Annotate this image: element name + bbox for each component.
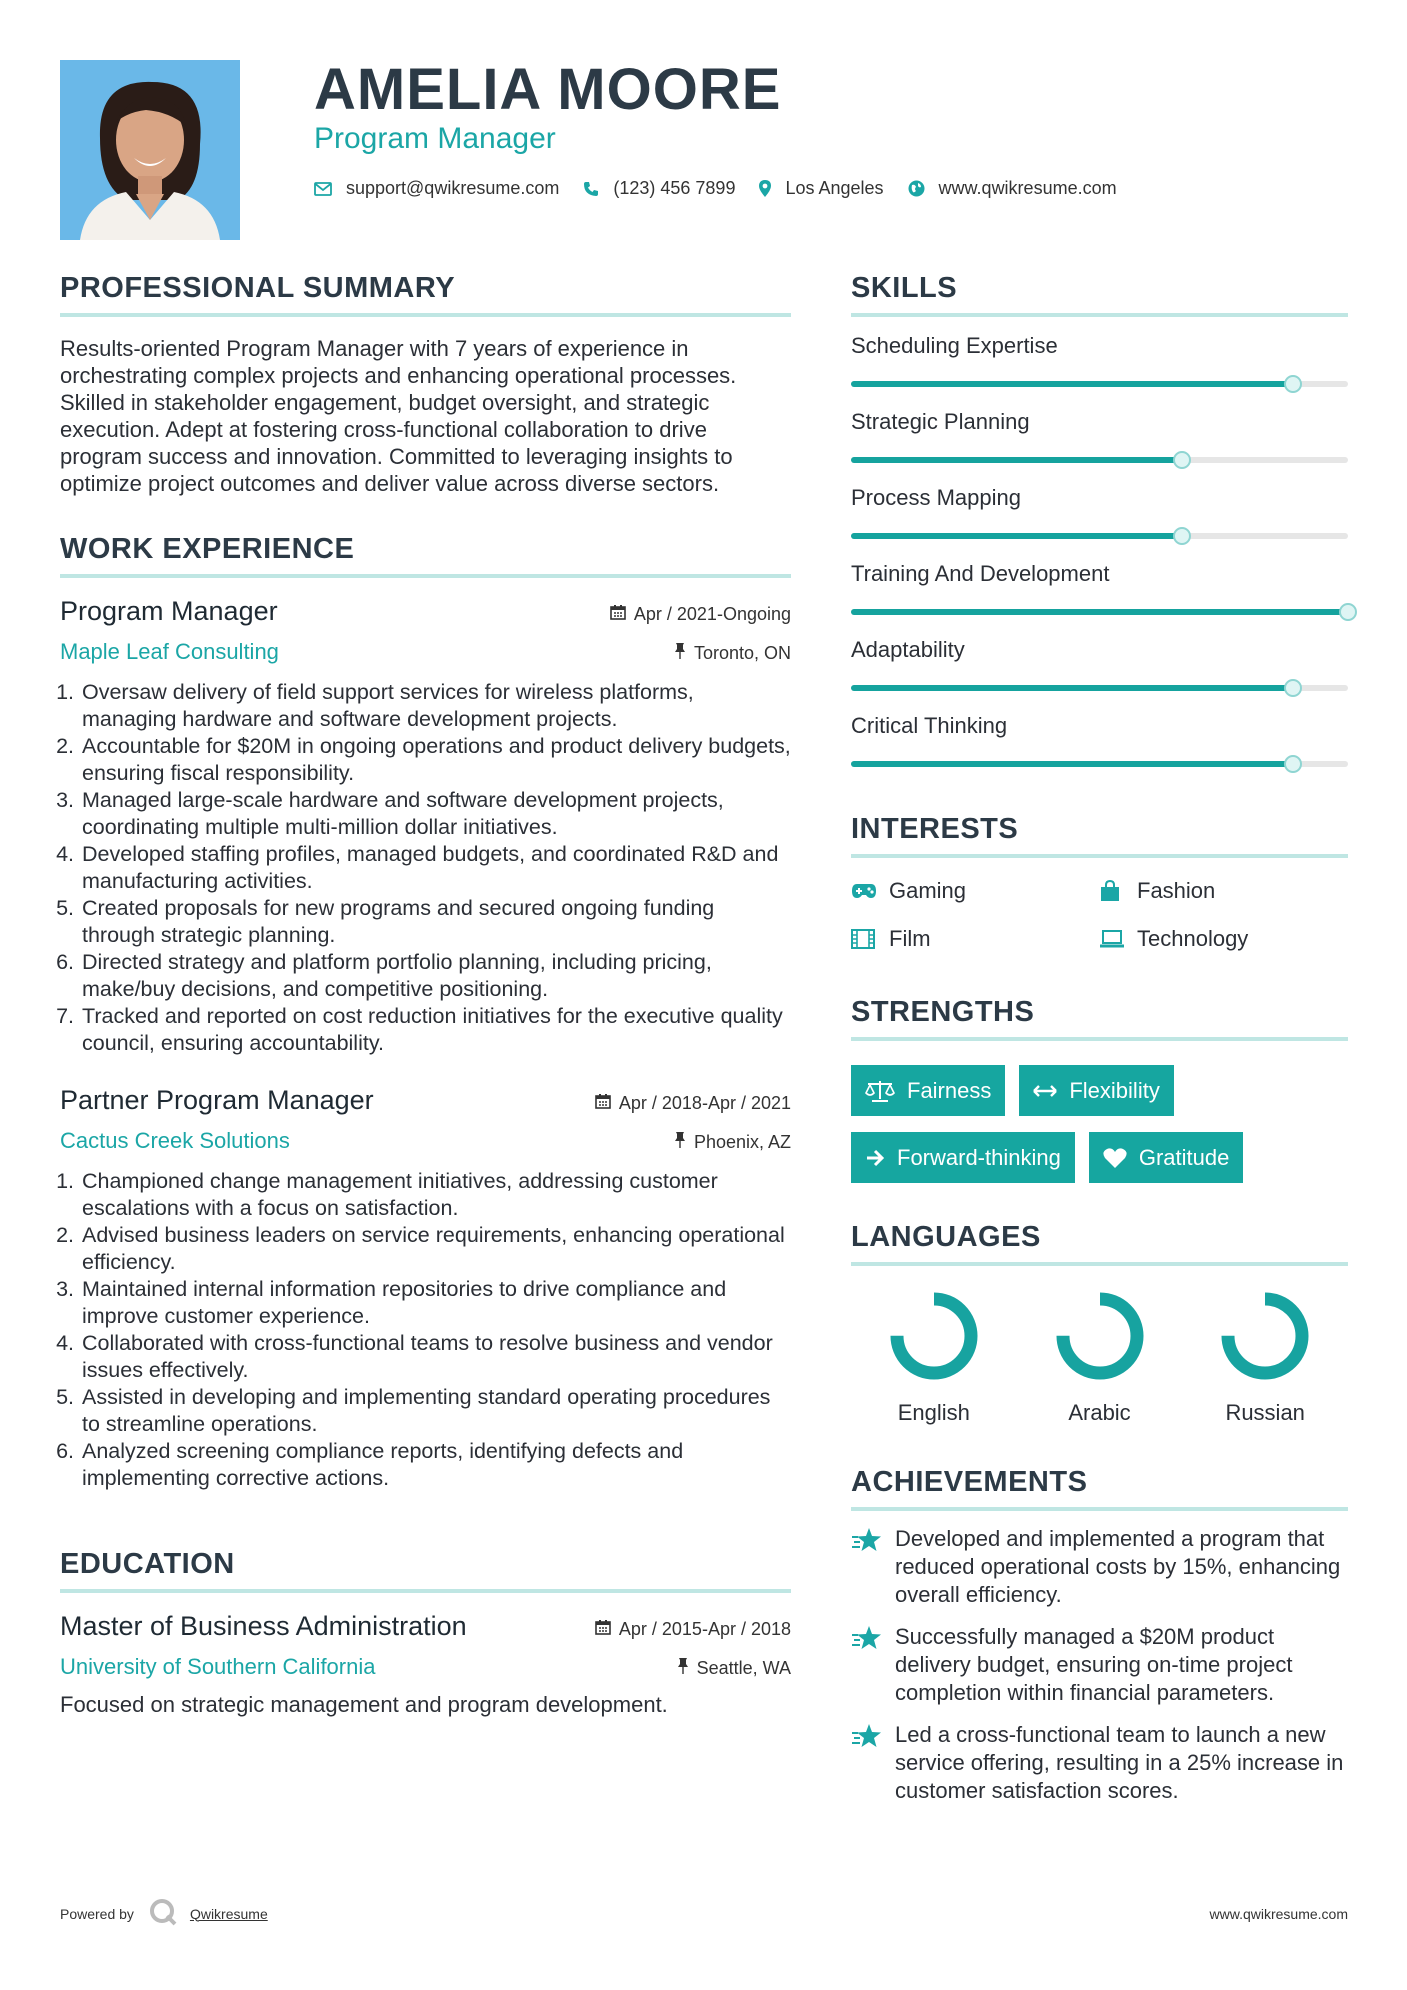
language-label: English <box>897 1400 970 1425</box>
skill-bar <box>851 381 1348 387</box>
skill-bar <box>851 533 1348 539</box>
interest-label: Film <box>889 926 931 951</box>
skill-bar-knob <box>1173 527 1191 545</box>
skills-title: SKILLS <box>851 272 958 304</box>
contact-bar <box>314 178 1141 199</box>
section-divider <box>60 313 791 317</box>
skill-item <box>851 637 1348 691</box>
arrows-horizontal-icon <box>1033 1084 1057 1098</box>
skill-label: Critical Thinking <box>851 713 1008 738</box>
language-ring <box>1219 1290 1311 1382</box>
duty-item: 7. Tracked and reported on cost reduction initiatives for the executive quality council, ensuring accountability. <box>80 1003 791 1057</box>
contact-location <box>759 178 883 199</box>
map-marker-icon <box>759 180 771 197</box>
summary-text: Results-oriented Program Manager with 7 years of experience in orchestrating complex projects and enhancing operational processes. Skilled in stakeholder engagement, budget oversight, and strategic execution. Adept at fostering cross-functional collaboration to drive program success and innovation. Committed to leveraging insights to optimize project outcomes and deliver value across diverse sectors. <box>60 336 737 496</box>
experience-title: WORK EXPERIENCE <box>60 533 355 565</box>
contact-phone[interactable] <box>583 178 735 199</box>
strength-label: Flexibility <box>1069 1077 1160 1103</box>
job-date <box>595 1093 791 1114</box>
star-icon <box>851 1623 883 1707</box>
duty-item: 6. Analyzed screening compliance reports, identifying defects and implementing corrective actions. <box>80 1438 791 1492</box>
job-date-text: Apr / 2018-Apr / 2021 <box>618 1093 791 1113</box>
duty-item: 5. Created proposals for new programs and secured ongoing funding through strategic planning. <box>80 895 791 949</box>
section-divider <box>851 1507 1348 1511</box>
achievement-text: Successfully managed a $20M product delivery budget, ensuring on-time project completion within financial parameters. <box>895 1624 1293 1705</box>
skill-bar-fill <box>851 381 1293 387</box>
achievement-item <box>851 1525 1348 1609</box>
contact-website-text: www.qwikresume.com <box>938 178 1117 198</box>
contact-website[interactable] <box>908 178 1117 199</box>
skill-bar-fill <box>851 609 1348 615</box>
star-icon <box>851 1721 883 1805</box>
interest-item <box>1099 878 1347 904</box>
education-title: EDUCATION <box>60 1548 235 1580</box>
skills-list <box>851 333 1348 767</box>
skill-bar-fill <box>851 761 1293 767</box>
section-divider <box>851 313 1348 317</box>
balance-scale-icon <box>865 1080 895 1102</box>
laptop-icon <box>1099 930 1127 948</box>
skill-item <box>851 561 1348 615</box>
contact-email-text: support@qwikresume.com <box>346 178 560 198</box>
star-icon <box>851 1525 883 1609</box>
skill-label: Scheduling Expertise <box>851 333 1058 358</box>
job-entry <box>60 596 791 1057</box>
strength-label: Fairness <box>907 1077 992 1103</box>
achievement-item <box>851 1623 1348 1707</box>
skill-bar-knob <box>1284 755 1302 773</box>
company-name: Maple Leaf Consulting <box>60 639 279 664</box>
duty-item: 3. Managed large-scale hardware and software development projects, coordinating multiple multi-million dollar initiatives. <box>80 787 791 841</box>
job-location <box>674 642 791 664</box>
skill-item <box>851 713 1348 767</box>
school-name: University of Southern California <box>60 1654 376 1679</box>
footer-website[interactable]: www.qwikresume.com <box>1209 1906 1348 1922</box>
film-icon <box>851 929 879 949</box>
languages-title: LANGUAGES <box>851 1221 1041 1253</box>
job-location-text: Phoenix, AZ <box>693 1131 791 1152</box>
interest-item <box>851 926 1099 952</box>
section-divider <box>851 854 1348 858</box>
language-ring <box>1054 1290 1146 1382</box>
phone-icon <box>583 181 599 197</box>
skill-label: Adaptability <box>851 637 965 662</box>
degree-title: Master of Business Administration <box>60 1611 467 1641</box>
gamepad-icon <box>851 883 879 899</box>
pin-icon <box>677 1657 689 1679</box>
language-item <box>851 1290 1017 1426</box>
duty-list <box>60 679 791 1057</box>
duty-item: 1. Championed change management initiatives, addressing customer escalations with a focus on satisfaction. <box>80 1168 791 1222</box>
footer-powered-by <box>60 1897 268 1930</box>
strengths-title: STRENGTHS <box>851 996 1035 1028</box>
job-date <box>610 604 791 625</box>
language-label: Russian <box>1225 1400 1305 1425</box>
skill-bar-knob <box>1284 679 1302 697</box>
strength-label: Gratitude <box>1138 1144 1230 1170</box>
interest-label: Gaming <box>889 878 967 903</box>
right-column <box>851 272 1348 1805</box>
duty-item: 4. Collaborated with cross-functional teams to resolve business and vendor issues effectively. <box>80 1330 791 1384</box>
pin-icon <box>674 1131 686 1153</box>
skill-label: Strategic Planning <box>851 409 1030 434</box>
skill-bar <box>851 457 1348 463</box>
skill-bar-fill <box>851 685 1293 691</box>
language-item <box>1182 1290 1348 1426</box>
qwikresume-link[interactable]: Qwikresume <box>189 1905 268 1922</box>
job-title: Program Manager <box>60 596 278 626</box>
strength-label: Forward-thinking <box>897 1144 1061 1170</box>
strengths-list <box>851 1065 1348 1183</box>
language-label: Arabic <box>1068 1400 1131 1425</box>
interest-item <box>851 878 1099 904</box>
contact-phone-text: (123) 456 7899 <box>613 178 736 198</box>
skill-bar <box>851 609 1348 615</box>
calendar-icon <box>595 1619 611 1640</box>
powered-by-text: Powered by <box>60 1905 134 1922</box>
profile-photo <box>60 60 240 240</box>
left-column <box>60 272 791 1718</box>
skill-bar <box>851 685 1348 691</box>
interest-label: Technology <box>1137 926 1249 951</box>
strength-tag <box>851 1132 1075 1183</box>
job-title: Partner Program Manager <box>60 1085 374 1115</box>
skill-bar <box>851 761 1348 767</box>
language-item <box>1017 1290 1183 1426</box>
skill-item <box>851 409 1348 463</box>
calendar-icon <box>610 604 626 625</box>
calendar-icon <box>595 1093 611 1114</box>
envelope-icon <box>314 182 332 196</box>
achievement-text: Led a cross-functional team to launch a new service offering, resulting in a 25% increase in customer satisfaction scores. <box>895 1722 1344 1803</box>
strength-tag <box>1089 1132 1244 1183</box>
job-location-text: Toronto, ON <box>693 642 791 663</box>
education-entry <box>60 1611 791 1718</box>
summary-title: PROFESSIONAL SUMMARY <box>60 272 456 304</box>
duty-item: 5. Assisted in developing and implementing standard operating procedures to streamline operations. <box>80 1384 791 1438</box>
languages-list <box>851 1290 1348 1426</box>
achievements-title: ACHIEVEMENTS <box>851 1466 1088 1498</box>
shopping-bag-icon <box>1099 880 1127 902</box>
heart-icon <box>1103 1147 1127 1169</box>
duty-list <box>60 1168 791 1492</box>
interests-title: INTERESTS <box>851 813 1019 845</box>
skill-bar-knob <box>1284 375 1302 393</box>
interest-label: Fashion <box>1137 878 1216 903</box>
contact-email[interactable] <box>314 178 559 199</box>
job-location <box>674 1131 791 1153</box>
language-ring <box>888 1290 980 1382</box>
achievements-list <box>851 1525 1348 1805</box>
skill-label: Training And Development <box>851 561 1110 586</box>
education-description: Focused on strategic management and program development. <box>60 1692 668 1717</box>
section-divider <box>60 574 791 578</box>
candidate-name: AMELIA MOORE <box>314 57 782 122</box>
skill-item <box>851 333 1348 387</box>
globe-icon <box>908 180 925 197</box>
skill-bar-fill <box>851 457 1182 463</box>
section-divider <box>851 1262 1348 1266</box>
education-date <box>595 1619 791 1640</box>
skill-bar-knob <box>1173 451 1191 469</box>
skill-label: Process Mapping <box>851 485 1021 510</box>
duty-item: 2. Advised business leaders on service requirements, enhancing operational efficiency. <box>80 1222 791 1276</box>
duty-item: 1. Oversaw delivery of field support services for wireless platforms, managing hardware and software development projects. <box>80 679 791 733</box>
education-date-text: Apr / 2015-Apr / 2018 <box>618 1619 791 1639</box>
arrow-right-icon <box>865 1148 885 1168</box>
skill-bar-knob <box>1339 603 1357 621</box>
education-location <box>677 1657 791 1679</box>
achievement-text: Developed and implemented a program that reduced operational costs by 15%, enhancing overall efficiency. <box>895 1526 1341 1607</box>
pin-icon <box>674 642 686 664</box>
duty-item: 6. Directed strategy and platform portfolio planning, including pricing, make/buy decisions, and competitive positioning. <box>80 949 791 1003</box>
interest-item <box>1099 926 1347 952</box>
strength-tag <box>1019 1065 1173 1116</box>
section-divider <box>851 1037 1348 1041</box>
duty-item: 2. Accountable for $20M in ongoing operations and product delivery budgets, ensuring fiscal responsibility. <box>80 733 791 787</box>
skill-item <box>851 485 1348 539</box>
section-divider <box>60 1589 791 1593</box>
job-date-text: Apr / 2021-Ongoing <box>633 604 791 624</box>
qwikresume-logo-icon <box>148 1897 178 1930</box>
interests-list <box>851 878 1348 952</box>
achievement-item <box>851 1721 1348 1805</box>
duty-item: 4. Developed staffing profiles, managed budgets, and coordinated R&D and manufacturing activities. <box>80 841 791 895</box>
duty-item: 3. Maintained internal information repositories to drive compliance and improve customer experience. <box>80 1276 791 1330</box>
education-location-text: Seattle, WA <box>696 1657 791 1678</box>
skill-bar-fill <box>851 533 1182 539</box>
job-entry <box>60 1085 791 1492</box>
candidate-role: Program Manager <box>314 122 556 155</box>
strength-tag <box>851 1065 1005 1116</box>
contact-location-text: Los Angeles <box>785 178 884 198</box>
company-name: Cactus Creek Solutions <box>60 1128 290 1153</box>
